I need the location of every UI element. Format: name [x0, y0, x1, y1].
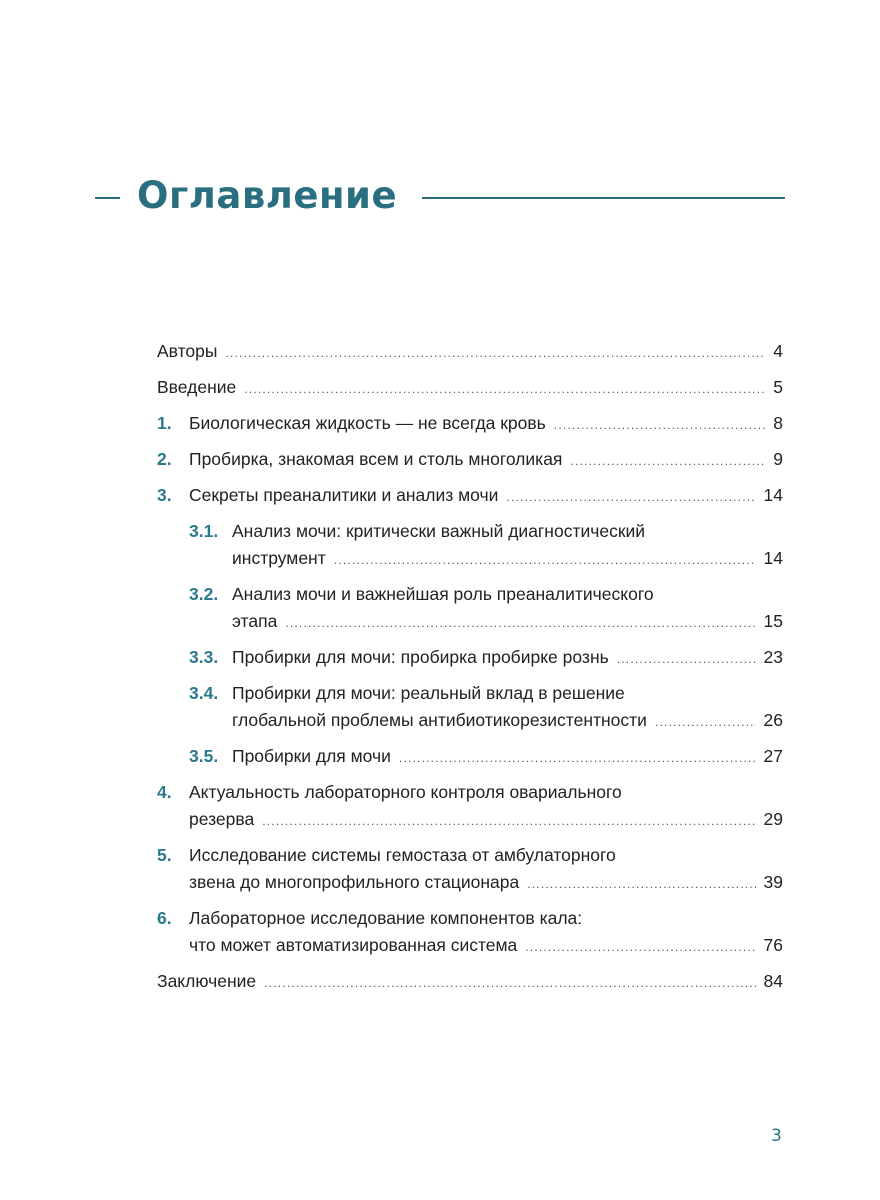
- title-rule: [422, 197, 785, 199]
- toc-entry[interactable]: [157, 743, 783, 772]
- toc-number: 1.: [157, 413, 172, 433]
- toc-entry[interactable]: [157, 779, 783, 835]
- toc-entry-title: Исследование системы гемостаза от амбулаторного: [189, 845, 616, 865]
- toc-number: 3.1.: [189, 521, 219, 541]
- toc-number: 3.5.: [189, 746, 219, 766]
- toc-entry-title: Заключение: [157, 971, 257, 991]
- toc-page: 14: [763, 548, 783, 568]
- toc-entry-title-continued: инструмент: [232, 548, 326, 568]
- toc-entry-title: Введение: [157, 377, 237, 397]
- toc-number: 2.: [157, 449, 172, 469]
- toc-page: 14: [763, 485, 783, 505]
- toc-entry-title: Пробирка, знакомая всем и столь многоликая: [189, 449, 563, 469]
- leader-dots: [244, 376, 765, 403]
- toc-page: 84: [763, 971, 783, 991]
- toc-page: 29: [763, 809, 783, 829]
- leader-dots: [506, 484, 755, 511]
- toc-number: 3.3.: [189, 647, 219, 667]
- toc-entry[interactable]: [157, 680, 783, 736]
- toc-entry[interactable]: [157, 842, 783, 898]
- leader-dots: [570, 448, 765, 475]
- toc-entry[interactable]: [157, 644, 783, 673]
- toc-entry-title: Анализ мочи и важнейшая роль преаналитического: [232, 584, 654, 604]
- toc-entry-title-continued: резерва: [189, 809, 255, 829]
- toc-entry-title-continued: этапа: [232, 611, 278, 631]
- toc-entry[interactable]: [157, 905, 783, 961]
- toc-page: 26: [763, 710, 783, 730]
- toc-page: 76: [763, 935, 783, 955]
- toc-page: 9: [773, 449, 783, 469]
- leader-dots: [527, 871, 755, 898]
- toc-entry-title: Лабораторное исследование компонентов кала:: [189, 908, 583, 928]
- page-title: Оглавление: [137, 174, 398, 217]
- leader-dots: [554, 412, 765, 439]
- page-number: 3: [771, 1126, 782, 1146]
- toc-number: 3.2.: [189, 584, 219, 604]
- toc-page: 39: [763, 872, 783, 892]
- toc-number: 5.: [157, 845, 172, 865]
- leader-dots: [264, 970, 755, 997]
- leader-dots: [334, 547, 756, 574]
- toc-entry[interactable]: [157, 374, 783, 403]
- toc-entry[interactable]: [157, 581, 783, 637]
- toc-entry-title: Анализ мочи: критически важный диагностический: [232, 521, 646, 541]
- toc-entry[interactable]: [157, 410, 783, 439]
- leader-dots: [262, 808, 755, 835]
- leader-dots: [399, 745, 756, 772]
- title-left-dash: [95, 197, 120, 199]
- toc-entry[interactable]: [157, 338, 783, 367]
- toc-number: 4.: [157, 782, 172, 802]
- toc-entry-title-continued: что может автоматизированная система: [189, 935, 518, 955]
- toc-entry[interactable]: [157, 968, 783, 997]
- toc-entry[interactable]: [157, 482, 783, 511]
- toc-entry[interactable]: [157, 518, 783, 574]
- toc-page: 23: [763, 647, 783, 667]
- toc-entry-title: Пробирки для мочи: реальный вклад в решение: [232, 683, 625, 703]
- toc-page: 8: [773, 413, 783, 433]
- toc-page: 5: [773, 377, 783, 397]
- toc-entry-title: Пробирки для мочи: пробирка пробирке рознь: [232, 647, 609, 667]
- leader-dots: [617, 646, 756, 673]
- toc-number: 3.4.: [189, 683, 219, 703]
- leader-dots: [525, 934, 755, 961]
- toc-page: 4: [773, 341, 783, 361]
- toc-entry[interactable]: [157, 446, 783, 475]
- toc-entry-title: Секреты преаналитики и анализ мочи: [189, 485, 499, 505]
- toc-number: 6.: [157, 908, 172, 928]
- leader-dots: [285, 610, 755, 637]
- toc-page: 15: [763, 611, 783, 631]
- toc-entry-title: Авторы: [157, 341, 218, 361]
- leader-dots: [655, 709, 756, 736]
- toc-entry-title: Пробирки для мочи: [232, 746, 391, 766]
- toc-entry-title-continued: глобальной проблемы антибиотикорезистентности: [232, 710, 647, 730]
- leader-dots: [225, 340, 765, 367]
- toc-entry-title: Биологическая жидкость — не всегда кровь: [189, 413, 546, 433]
- toc-number: 3.: [157, 485, 172, 505]
- toc-entry-title: Актуальность лабораторного контроля овариального: [189, 782, 622, 802]
- toc-entry-title-continued: звена до многопрофильного стационара: [189, 872, 520, 892]
- toc-page: 27: [763, 746, 783, 766]
- table-of-contents: [157, 338, 783, 997]
